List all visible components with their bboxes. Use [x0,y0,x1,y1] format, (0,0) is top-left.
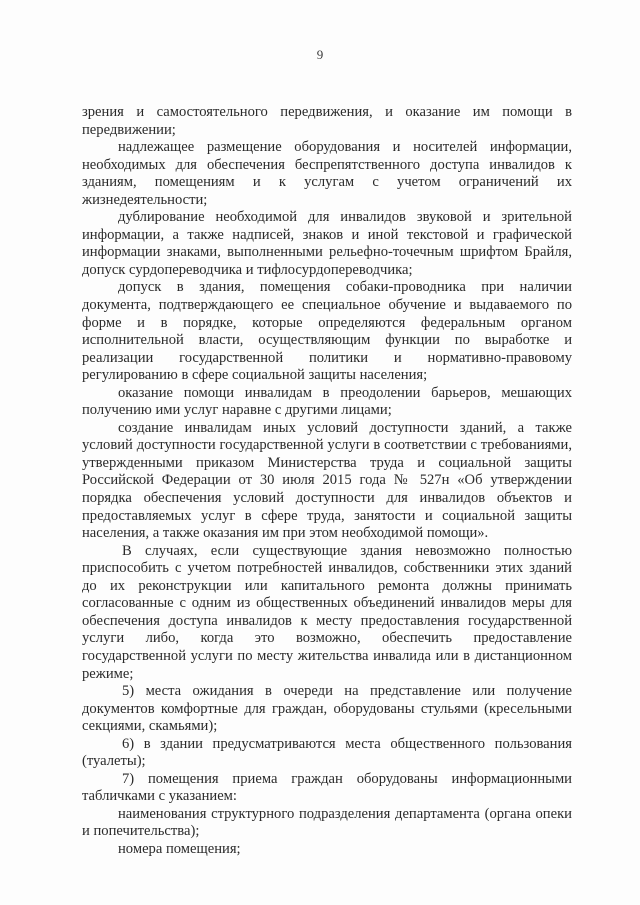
paragraph-accessibility-conditions: создание инвалидам иных условий доступности зданий, а также условий доступности государственной услуги в соответствии с требованиями, утвержденными приказом Министерства труда и социальной защиты Российской Федерации от 30 июля 2015 года № 527н «Об утверждении порядка обеспечения условий доступности для инвалидов объектов и предоставляемых услуг в сфере труда, занятости и социальной защиты населения, а также оказания им при этом необходимой помощи». [82,419,572,542]
paragraph-room-number: номера помещения; [118,840,241,857]
paragraph-department-name: наименования структурного подразделения департамента (органа опеки и попечительства); [82,805,572,840]
paragraph-information-duplication: дублирование необходимой для инвалидов звуковой и зрительной информации, а также надписей, знаков и иной текстовой и графической информации знаками, выполненными рельефно-точечным шрифтом Брайля, допуск сурдопереводчика и тифлосурдопереводчика; [82,209,572,278]
paragraph-vision-movement: зрения и самостоятельного передвижения, и оказание им помощи в передвижении; [82,104,572,138]
paragraph-information-plates: 7) помещения приема граждан оборудованы информационными табличками с указанием: [82,770,572,805]
paragraph-barrier-assistance: оказание помощи инвалидам в преодолении барьеров, мешающих получению ими услуг наравне с другими лицами; [82,384,572,419]
paragraph-waiting-places: 5) места ожидания в очереди на представление или получение документов комфортные для граждан, оборудованы стульями (кресельными секциями, скамьями); [82,683,572,735]
document-body [82,104,572,859]
paragraph-public-facilities: 6) в здании предусматриваются места общественного пользования (туалеты); [82,735,572,770]
page-number: 9 [316,47,324,62]
paragraph-equipment-placement: надлежащее размещение оборудования и носителей информации, необходимых для обеспечения беспрепятственного доступа инвалидов к зданиям, помещениям и к услугам с учетом ограничений их жизнедеятельности; [82,139,572,208]
paragraph-existing-buildings: В случаях, если существующие здания невозможно полностью приспособить с учетом потребностей инвалидов, собственники этих зданий до их реконструкции или капитального ремонта должны принимать согласованные с одним из общественных объединений инвалидов меры для обеспечения доступа инвалидов к месту предоставления государственной услуги либо, когда это возможно, обеспечить предоставление государственной услуги по месту жительства инвалида или в дистанционном режиме; [82,542,572,682]
paragraph-guide-dog-access: допуск в здания, помещения собаки-проводника при наличии документа, подтверждающего ее специальное обучение и выдаваемого по форме и в порядке, которые определяются федеральным органом исполнительной власти, осуществляющим функции по выработке и реализации государственной политики и нормативно-правовому регулированию в сфере социальной защиты населения; [82,279,572,384]
